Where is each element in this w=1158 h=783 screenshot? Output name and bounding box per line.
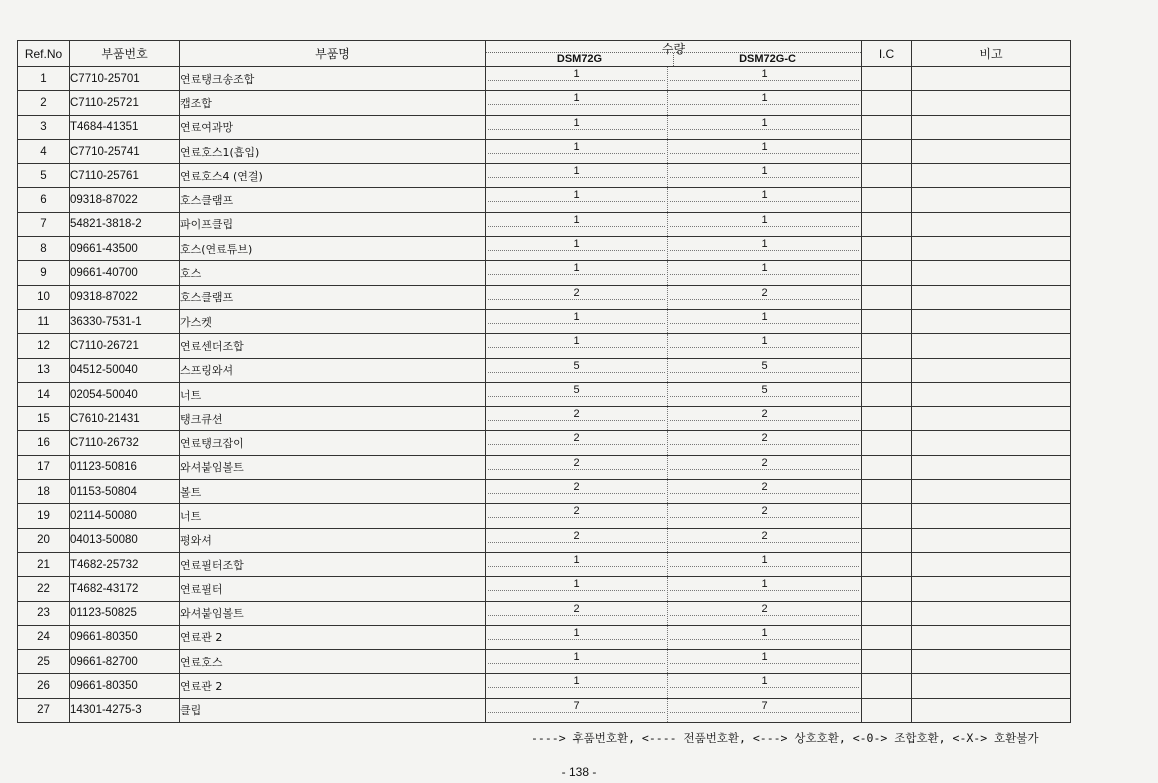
interchangeability-legend: ----> 후품번호환, <---- 전품번호환, <---> 상호호환, <-0-> 조합호환, <-X-> 호환불가 xyxy=(531,731,1039,745)
qty-dsm72g-value: 5 xyxy=(488,359,665,373)
part-no-cell: T4682-25732 xyxy=(70,552,180,576)
ic-cell xyxy=(862,650,912,674)
part-name-cell: 가스켓 xyxy=(180,309,486,333)
ref-no-cell: 12 xyxy=(18,334,70,358)
qty-dsm72g-c-value: 2 xyxy=(670,431,859,445)
ic-cell xyxy=(862,188,912,212)
part-no-cell: C7610-21431 xyxy=(70,407,180,431)
part-name-cell: 파이프클립 xyxy=(180,212,486,236)
qty-dsm72g-c-cell xyxy=(668,698,862,722)
model-dsm72g-c-header: DSM72G-C xyxy=(739,53,796,65)
qty-dsm72g-cell xyxy=(486,577,668,601)
remarks-cell xyxy=(912,309,1071,333)
qty-dsm72g-c-cell xyxy=(668,309,862,333)
qty-dsm72g-c-cell xyxy=(668,261,862,285)
ic-cell xyxy=(862,237,912,261)
qty-dsm72g-c-cell xyxy=(668,285,862,309)
part-name-cell: 볼트 xyxy=(180,480,486,504)
page-number: - 138 - xyxy=(561,765,597,779)
table-row xyxy=(18,115,1071,139)
ic-cell xyxy=(862,164,912,188)
qty-dsm72g-c-value: 1 xyxy=(670,164,859,178)
qty-dsm72g-c-cell xyxy=(668,91,862,115)
table-row xyxy=(18,601,1071,625)
qty-dsm72g-c-value: 2 xyxy=(670,504,859,518)
part-name-cell: 평와셔 xyxy=(180,528,486,552)
ref-no-cell: 26 xyxy=(18,674,70,698)
qty-dsm72g-c-cell xyxy=(668,164,862,188)
ic-cell xyxy=(862,480,912,504)
ic-cell xyxy=(862,67,912,91)
qty-dsm72g-value: 1 xyxy=(488,650,665,664)
qty-dsm72g-cell xyxy=(486,431,668,455)
qty-dsm72g-cell xyxy=(486,625,668,649)
qty-dsm72g-c-value: 1 xyxy=(670,116,859,130)
qty-dsm72g-c-cell xyxy=(668,115,862,139)
qty-dsm72g-c-cell xyxy=(668,480,862,504)
ref-no-header: Ref.No xyxy=(18,41,70,67)
part-no-cell: 09318-87022 xyxy=(70,188,180,212)
ic-cell xyxy=(862,674,912,698)
ref-no-cell: 18 xyxy=(18,480,70,504)
ic-cell xyxy=(862,382,912,406)
qty-dsm72g-c-cell xyxy=(668,650,862,674)
qty-dsm72g-cell xyxy=(486,309,668,333)
part-no-cell: 01123-50816 xyxy=(70,455,180,479)
qty-dsm72g-c-cell xyxy=(668,139,862,163)
part-name-cell: 연료탱크잡이 xyxy=(180,431,486,455)
qty-dsm72g-value: 1 xyxy=(488,116,665,130)
table-row xyxy=(18,237,1071,261)
remarks-cell xyxy=(912,504,1071,528)
qty-dsm72g-c-value: 1 xyxy=(670,310,859,324)
qty-dsm72g-cell xyxy=(486,164,668,188)
qty-dsm72g-c-cell xyxy=(668,334,862,358)
qty-dsm72g-c-value: 1 xyxy=(670,577,859,591)
qty-dsm72g-cell xyxy=(486,285,668,309)
part-no-cell: 09661-80350 xyxy=(70,625,180,649)
ref-no-cell: 10 xyxy=(18,285,70,309)
ref-no-cell: 14 xyxy=(18,382,70,406)
ref-no-cell: 17 xyxy=(18,455,70,479)
table-row xyxy=(18,334,1071,358)
qty-dsm72g-c-cell xyxy=(668,188,862,212)
qty-dsm72g-cell xyxy=(486,504,668,528)
part-no-cell: T4684-41351 xyxy=(70,115,180,139)
qty-dsm72g-cell xyxy=(486,552,668,576)
part-no-cell: 09661-80350 xyxy=(70,674,180,698)
ref-no-cell: 19 xyxy=(18,504,70,528)
part-name-cell: 와셔붙임볼트 xyxy=(180,601,486,625)
qty-dsm72g-cell xyxy=(486,115,668,139)
qty-dsm72g-c-value: 1 xyxy=(670,213,859,227)
ic-header: I.C xyxy=(862,41,912,67)
ic-cell xyxy=(862,552,912,576)
ref-no-cell: 9 xyxy=(18,261,70,285)
qty-dsm72g-c-value: 1 xyxy=(670,261,859,275)
part-name-cell: 연료관 2 xyxy=(180,674,486,698)
remarks-cell xyxy=(912,212,1071,236)
qty-dsm72g-cell xyxy=(486,358,668,382)
qty-dsm72g-cell xyxy=(486,91,668,115)
remarks-cell xyxy=(912,455,1071,479)
ref-no-cell: 2 xyxy=(18,91,70,115)
qty-dsm72g-c-value: 7 xyxy=(670,699,859,713)
remarks-cell xyxy=(912,650,1071,674)
remarks-cell xyxy=(912,407,1071,431)
remarks-cell xyxy=(912,164,1071,188)
ref-no-cell: 13 xyxy=(18,358,70,382)
table-header-row xyxy=(18,41,1071,67)
remarks-cell xyxy=(912,674,1071,698)
qty-dsm72g-cell xyxy=(486,139,668,163)
part-name-cell: 연료필터 xyxy=(180,577,486,601)
part-no-cell: 09318-87022 xyxy=(70,285,180,309)
part-name-cell: 캡조합 xyxy=(180,91,486,115)
ref-no-cell: 15 xyxy=(18,407,70,431)
part-no-cell: C7110-25761 xyxy=(70,164,180,188)
qty-dsm72g-c-value: 1 xyxy=(670,553,859,567)
table-row xyxy=(18,188,1071,212)
ref-no-cell: 8 xyxy=(18,237,70,261)
ic-cell xyxy=(862,285,912,309)
qty-dsm72g-value: 2 xyxy=(488,480,665,494)
ref-no-cell: 1 xyxy=(18,67,70,91)
part-no-cell: 09661-43500 xyxy=(70,237,180,261)
part-no-cell: 04512-50040 xyxy=(70,358,180,382)
part-no-cell: C7110-25721 xyxy=(70,91,180,115)
part-no-cell: 09661-40700 xyxy=(70,261,180,285)
table-row xyxy=(18,212,1071,236)
qty-dsm72g-value: 2 xyxy=(488,456,665,470)
part-name-cell: 연료호스1(흡입) xyxy=(180,139,486,163)
qty-dsm72g-c-value: 2 xyxy=(670,456,859,470)
part-name-cell: 연료호스 xyxy=(180,650,486,674)
ref-no-cell: 16 xyxy=(18,431,70,455)
part-no-cell: 02114-50080 xyxy=(70,504,180,528)
qty-dsm72g-value: 1 xyxy=(488,67,665,81)
qty-dsm72g-c-value: 1 xyxy=(670,91,859,105)
ref-no-cell: 22 xyxy=(18,577,70,601)
part-no-cell: C7110-26732 xyxy=(70,431,180,455)
remarks-cell xyxy=(912,431,1071,455)
ic-cell xyxy=(862,358,912,382)
ref-no-cell: 7 xyxy=(18,212,70,236)
remarks-cell xyxy=(912,577,1071,601)
part-no-cell: 54821-3818-2 xyxy=(70,212,180,236)
remarks-cell xyxy=(912,382,1071,406)
qty-dsm72g-c-value: 1 xyxy=(670,237,859,251)
remarks-cell xyxy=(912,601,1071,625)
table-row xyxy=(18,455,1071,479)
qty-dsm72g-value: 2 xyxy=(488,286,665,300)
qty-dsm72g-cell xyxy=(486,650,668,674)
part-no-cell: C7710-25701 xyxy=(70,67,180,91)
table-row xyxy=(18,577,1071,601)
ic-cell xyxy=(862,212,912,236)
qty-dsm72g-value: 1 xyxy=(488,140,665,154)
part-no-cell: C7110-26721 xyxy=(70,334,180,358)
remarks-cell xyxy=(912,67,1071,91)
qty-dsm72g-cell xyxy=(486,698,668,722)
table-row xyxy=(18,552,1071,576)
remarks-cell xyxy=(912,480,1071,504)
qty-dsm72g-cell xyxy=(486,67,668,91)
ref-no-cell: 6 xyxy=(18,188,70,212)
ref-no-cell: 4 xyxy=(18,139,70,163)
qty-dsm72g-value: 2 xyxy=(488,529,665,543)
qty-dsm72g-c-cell xyxy=(668,601,862,625)
table-row xyxy=(18,91,1071,115)
part-name-cell: 호스 xyxy=(180,261,486,285)
ic-cell xyxy=(862,309,912,333)
part-name-cell: 연료관 2 xyxy=(180,625,486,649)
part-no-cell: 01153-50804 xyxy=(70,480,180,504)
qty-dsm72g-value: 1 xyxy=(488,674,665,688)
part-name-cell: 연료센더조합 xyxy=(180,334,486,358)
qty-dsm72g-c-value: 1 xyxy=(670,650,859,664)
part-no-cell: 04013-50080 xyxy=(70,528,180,552)
qty-dsm72g-value: 1 xyxy=(488,188,665,202)
quantity-header xyxy=(486,41,862,67)
qty-dsm72g-c-cell xyxy=(668,407,862,431)
ref-no-cell: 23 xyxy=(18,601,70,625)
qty-dsm72g-c-cell xyxy=(668,674,862,698)
table-row xyxy=(18,261,1071,285)
qty-dsm72g-cell xyxy=(486,188,668,212)
remarks-cell xyxy=(912,625,1071,649)
qty-dsm72g-value: 1 xyxy=(488,237,665,251)
qty-dsm72g-value: 2 xyxy=(488,602,665,616)
qty-dsm72g-value: 1 xyxy=(488,261,665,275)
part-name-cell: 호스클램프 xyxy=(180,188,486,212)
remarks-cell xyxy=(912,334,1071,358)
qty-dsm72g-c-value: 2 xyxy=(670,480,859,494)
ref-no-cell: 27 xyxy=(18,698,70,722)
qty-dsm72g-value: 1 xyxy=(488,164,665,178)
remarks-cell xyxy=(912,698,1071,722)
part-name-cell: 연료여과망 xyxy=(180,115,486,139)
remarks-cell xyxy=(912,91,1071,115)
qty-dsm72g-c-value: 5 xyxy=(670,359,859,373)
remarks-cell xyxy=(912,285,1071,309)
ic-cell xyxy=(862,698,912,722)
part-no-cell: 14301-4275-3 xyxy=(70,698,180,722)
table-row xyxy=(18,674,1071,698)
ref-no-cell: 3 xyxy=(18,115,70,139)
part-name-cell: 연료호스4 (연결) xyxy=(180,164,486,188)
remarks-cell xyxy=(912,528,1071,552)
remarks-cell xyxy=(912,139,1071,163)
qty-dsm72g-c-cell xyxy=(668,504,862,528)
ic-cell xyxy=(862,601,912,625)
model-dsm72g-header: DSM72G xyxy=(486,53,674,66)
remarks-cell xyxy=(912,237,1071,261)
qty-dsm72g-cell xyxy=(486,455,668,479)
qty-dsm72g-cell xyxy=(486,674,668,698)
table-row xyxy=(18,139,1071,163)
quantity-title: 수량 xyxy=(661,42,686,56)
ic-cell xyxy=(862,334,912,358)
qty-dsm72g-c-cell xyxy=(668,237,862,261)
qty-dsm72g-c-cell xyxy=(668,67,862,91)
part-name-header: 부품명 xyxy=(180,41,486,67)
table-row xyxy=(18,650,1071,674)
qty-dsm72g-value: 1 xyxy=(488,553,665,567)
qty-dsm72g-c-cell xyxy=(668,382,862,406)
qty-dsm72g-cell xyxy=(486,212,668,236)
qty-dsm72g-c-cell xyxy=(668,625,862,649)
qty-dsm72g-c-value: 1 xyxy=(670,140,859,154)
ref-no-cell: 20 xyxy=(18,528,70,552)
qty-dsm72g-value: 2 xyxy=(488,407,665,421)
qty-dsm72g-value: 2 xyxy=(488,431,665,445)
part-no-cell: C7710-25741 xyxy=(70,139,180,163)
qty-dsm72g-c-value: 2 xyxy=(670,529,859,543)
qty-dsm72g-c-cell xyxy=(668,455,862,479)
qty-dsm72g-c-value: 1 xyxy=(670,188,859,202)
ref-no-cell: 21 xyxy=(18,552,70,576)
ref-no-cell: 5 xyxy=(18,164,70,188)
qty-dsm72g-c-value: 2 xyxy=(670,407,859,421)
remarks-cell xyxy=(912,115,1071,139)
table-row xyxy=(18,358,1071,382)
table-row xyxy=(18,407,1071,431)
qty-dsm72g-value: 2 xyxy=(488,504,665,518)
qty-dsm72g-c-cell xyxy=(668,212,862,236)
part-name-cell: 연료필터조합 xyxy=(180,552,486,576)
parts-table xyxy=(17,40,1071,723)
ic-cell xyxy=(862,431,912,455)
remarks-cell xyxy=(912,188,1071,212)
part-name-cell: 탱크큐션 xyxy=(180,407,486,431)
qty-dsm72g-c-value: 2 xyxy=(670,602,859,616)
qty-dsm72g-c-cell xyxy=(668,552,862,576)
ref-no-cell: 24 xyxy=(18,625,70,649)
table-row xyxy=(18,67,1071,91)
part-name-cell: 호스클램프 xyxy=(180,285,486,309)
ic-cell xyxy=(862,625,912,649)
ic-cell xyxy=(862,504,912,528)
qty-dsm72g-cell xyxy=(486,528,668,552)
part-name-cell: 너트 xyxy=(180,504,486,528)
ic-cell xyxy=(862,91,912,115)
remarks-cell xyxy=(912,261,1071,285)
remarks-header: 비고 xyxy=(912,41,1071,67)
part-no-cell: 01123-50825 xyxy=(70,601,180,625)
qty-dsm72g-value: 1 xyxy=(488,213,665,227)
table-row xyxy=(18,625,1071,649)
qty-dsm72g-cell xyxy=(486,480,668,504)
qty-dsm72g-c-value: 1 xyxy=(670,334,859,348)
table-row xyxy=(18,698,1071,722)
remarks-cell xyxy=(912,552,1071,576)
table-row xyxy=(18,504,1071,528)
ic-cell xyxy=(862,261,912,285)
table-row xyxy=(18,309,1071,333)
part-no-cell: 02054-50040 xyxy=(70,382,180,406)
part-name-cell: 와셔붙임볼트 xyxy=(180,455,486,479)
ic-cell xyxy=(862,528,912,552)
qty-dsm72g-cell xyxy=(486,237,668,261)
ref-no-cell: 25 xyxy=(18,650,70,674)
qty-dsm72g-c-value: 2 xyxy=(670,286,859,300)
qty-dsm72g-value: 1 xyxy=(488,334,665,348)
table-row xyxy=(18,431,1071,455)
qty-dsm72g-cell xyxy=(486,407,668,431)
qty-dsm72g-c-cell xyxy=(668,431,862,455)
remarks-cell xyxy=(912,358,1071,382)
table-row xyxy=(18,164,1071,188)
qty-dsm72g-cell xyxy=(486,382,668,406)
qty-dsm72g-cell xyxy=(486,334,668,358)
qty-dsm72g-value: 1 xyxy=(488,91,665,105)
qty-dsm72g-c-value: 5 xyxy=(670,383,859,397)
table-row xyxy=(18,285,1071,309)
table-row xyxy=(18,528,1071,552)
ic-cell xyxy=(862,407,912,431)
part-no-cell: 36330-7531-1 xyxy=(70,309,180,333)
qty-dsm72g-c-cell xyxy=(668,577,862,601)
ic-cell xyxy=(862,577,912,601)
qty-dsm72g-c-value: 1 xyxy=(670,626,859,640)
part-no-cell: 09661-82700 xyxy=(70,650,180,674)
table-row xyxy=(18,480,1071,504)
part-name-cell: 연료탱크송조합 xyxy=(180,67,486,91)
part-name-cell: 클립 xyxy=(180,698,486,722)
qty-dsm72g-cell xyxy=(486,601,668,625)
part-name-cell: 스프링와셔 xyxy=(180,358,486,382)
qty-dsm72g-cell xyxy=(486,261,668,285)
qty-dsm72g-c-cell xyxy=(668,358,862,382)
table-row xyxy=(18,382,1071,406)
qty-dsm72g-value: 1 xyxy=(488,310,665,324)
ic-cell xyxy=(862,455,912,479)
qty-dsm72g-value: 5 xyxy=(488,383,665,397)
part-no-cell: T4682-43172 xyxy=(70,577,180,601)
ic-cell xyxy=(862,115,912,139)
qty-dsm72g-value: 1 xyxy=(488,577,665,591)
qty-dsm72g-value: 1 xyxy=(488,626,665,640)
qty-dsm72g-value: 7 xyxy=(488,699,665,713)
qty-dsm72g-c-value: 1 xyxy=(670,67,859,81)
ic-cell xyxy=(862,139,912,163)
part-name-cell: 호스(연료튜브) xyxy=(180,237,486,261)
part-no-header: 부품번호 xyxy=(70,41,180,67)
part-name-cell: 너트 xyxy=(180,382,486,406)
qty-dsm72g-c-cell xyxy=(668,528,862,552)
qty-dsm72g-c-value: 1 xyxy=(670,674,859,688)
ref-no-cell: 11 xyxy=(18,309,70,333)
